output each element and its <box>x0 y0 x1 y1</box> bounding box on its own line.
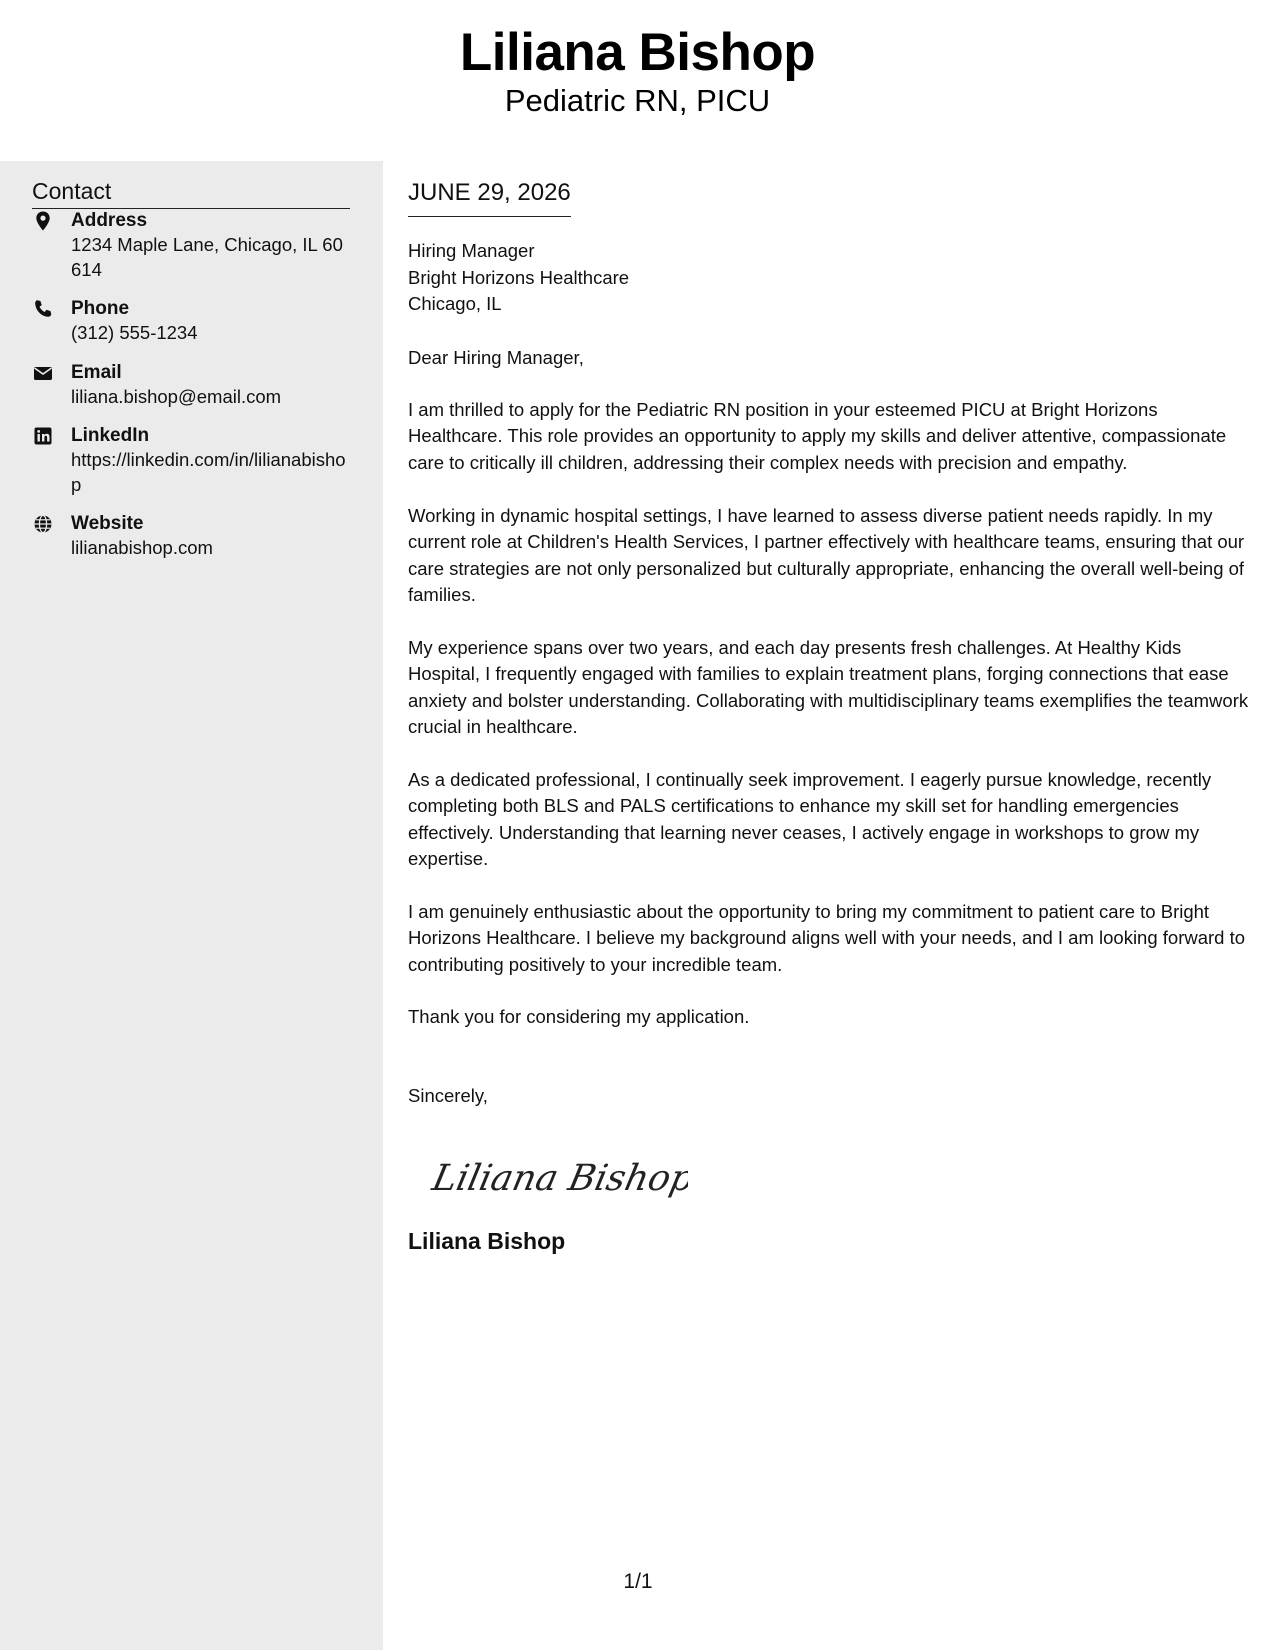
contact-value: https://linkedin.com/in/lilianabishop <box>71 449 346 495</box>
recipient-line: Hiring Manager <box>408 240 535 261</box>
signature-text: Liliana Bishop <box>428 1156 688 1199</box>
globe-icon <box>32 513 54 535</box>
paragraph: I am thrilled to apply for the Pediatric RN position in your esteemed PICU at Bright Horizons Healthcare. This role provides an opportunity to apply my skills and deliver attentive, compassionate care to critically ill children, addressing their complex needs with precision and empathy. <box>408 399 1227 473</box>
paragraph: Working in dynamic hospital settings, I have learned to assess diverse patient needs rapidly. In my current role at Children's Health Services, I partner effectively with healthcare teams, ensuring that our care strategies are not only personalized but culturally appropriate, enhancing the overall well-being of families. <box>408 505 1245 605</box>
linkedin-icon <box>32 425 54 447</box>
closing: Sincerely, <box>408 1085 488 1106</box>
contact-label: Address <box>71 210 148 231</box>
map-marker-icon <box>32 210 54 232</box>
contact-label: LinkedIn <box>71 425 150 446</box>
contact-sidebar <box>0 161 383 1650</box>
contact-value: lilianabishop.com <box>71 537 213 558</box>
letter-header <box>0 0 1275 161</box>
contact-heading: Contact <box>32 176 350 209</box>
contact-value: (312) 555-1234 <box>71 322 198 343</box>
greeting: Dear Hiring Manager, <box>408 347 584 368</box>
contact-value: liliana.bishop@email.com <box>71 386 282 407</box>
contact-label: Website <box>71 513 144 534</box>
phone-icon <box>32 298 54 320</box>
paragraph: As a dedicated professional, I continually seek improvement. I eagerly pursue knowledge, recently completing both BLS and PALS certifications to enhance my skill set for handling emergencies effectively. Understanding that learning never ceases, I actively engage in workshops to grow my expertise. <box>408 769 1212 869</box>
letter-date: JUNE 29, 2026 <box>408 178 571 217</box>
paragraph: My experience spans over two years, and each day presents fresh challenges. At Healthy Kids Hospital, I frequently engaged with families to explain treatment plans, forging connections that ease anxiety and bolster understanding. Collaborating with multidisciplinary teams exemplifies the teamwork crucial in healthcare. <box>408 637 1249 737</box>
applicant-name: Liliana Bishop <box>459 23 816 82</box>
recipient-line: Bright Horizons Healthcare <box>408 266 630 288</box>
recipient-line: Chicago, IL <box>408 293 502 314</box>
contact-label: Phone <box>71 298 130 319</box>
envelope-icon <box>32 362 54 384</box>
paragraph: I am genuinely enthusiastic about the opportunity to bring my commitment to patient care to Bright Horizons Healthcare. I believe my background aligns well with your needs, and I am looking forward to contributing positively to your incredible team. <box>408 901 1246 975</box>
applicant-title: Pediatric RN, PICU <box>504 83 771 118</box>
contact-label: Email <box>71 362 122 383</box>
recipient-block <box>408 238 629 318</box>
paragraph: Thank you for considering my application. <box>408 1006 750 1027</box>
signature-image <box>428 1146 688 1206</box>
contact-value: 1234 Maple Lane, Chicago, IL 60614 <box>71 234 343 280</box>
signed-name: Liliana Bishop <box>408 1228 566 1254</box>
page-number: 1/1 <box>623 1570 653 1593</box>
